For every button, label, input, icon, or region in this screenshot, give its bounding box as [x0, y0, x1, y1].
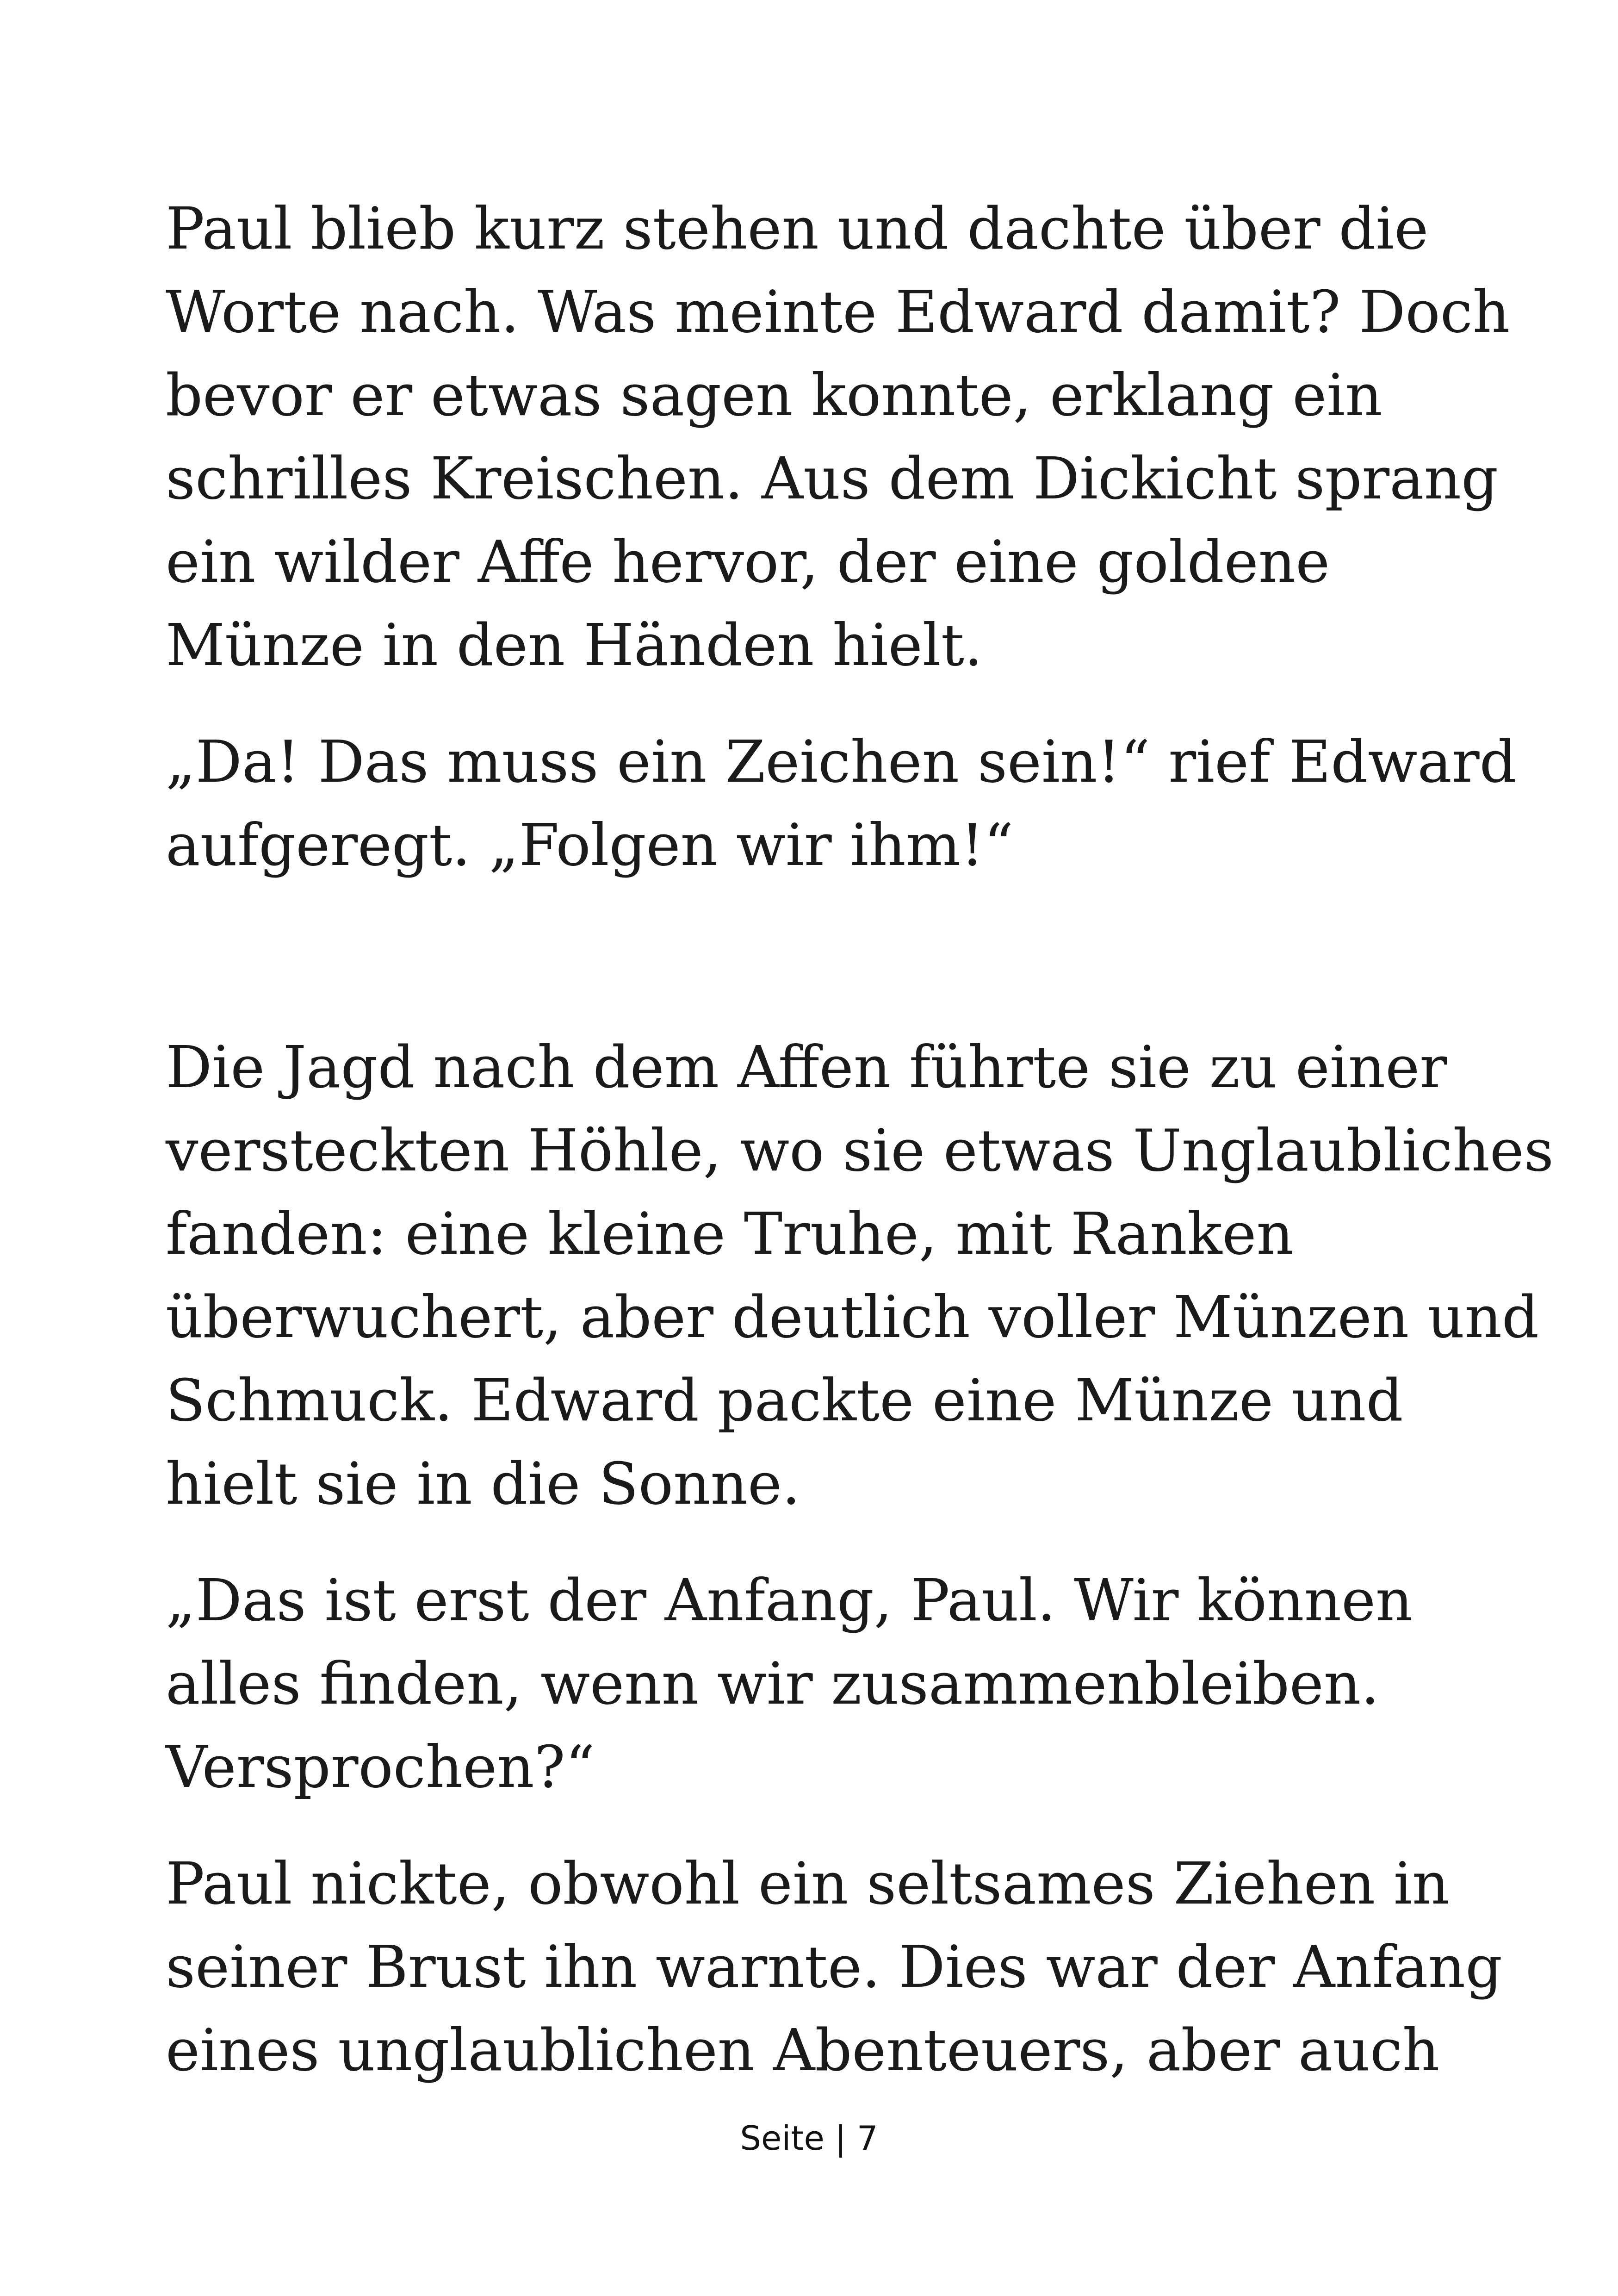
text-line: hielt sie in die Sonne.: [166, 1450, 800, 1518]
text-line: fanden: eine kleine Truhe, mit Ranken: [166, 1201, 1294, 1268]
text-line: Paul nickte, obwohl ein seltsames Ziehen in: [166, 1850, 1450, 1917]
text-line: alles finden, wenn wir zusammenbleiben.: [166, 1650, 1380, 1717]
text-line: seiner Brust ihn warnte. Dies war der Anfang: [166, 1934, 1503, 2001]
text-line: „Da! Das muss ein Zeichen sein!“ rief Edward: [166, 728, 1517, 796]
text-line: „Das ist erst der Anfang, Paul. Wir können: [166, 1567, 1413, 1634]
page-body: [166, 187, 1554, 2092]
text-line: schrilles Kreischen. Aus dem Dickicht sprang: [166, 445, 1499, 512]
section-spacing: [166, 887, 1470, 1026]
paragraph-spacing: [166, 1809, 1470, 1842]
text-line: aufgeregt. „Folgen wir ihm!“: [166, 812, 1014, 879]
text-line: Paul blieb kurz stehen und dachte über die: [166, 195, 1429, 262]
text-line: Versprochen?“: [166, 1734, 595, 1801]
paragraph-3: [166, 1026, 1554, 1526]
text-line: Die Jagd nach dem Affen führte sie zu einer: [166, 1034, 1448, 1101]
text-line: versteckten Höhle, wo sie etwas Unglaubliches: [166, 1117, 1554, 1184]
text-line: ein wilder Affe hervor, der eine goldene: [166, 529, 1330, 596]
text-line: bevor er etwas sagen konnte, erklang ein: [166, 362, 1382, 429]
text-line: Schmuck. Edward packte eine Münze und: [166, 1367, 1403, 1434]
paragraph-spacing: [166, 687, 1470, 721]
text-line: eines unglaublichen Abenteuers, aber auch: [166, 2017, 1440, 2084]
text-line: Münze in den Händen hielt.: [166, 612, 983, 679]
paragraph-5: [166, 1842, 1503, 2092]
text-line: Worte nach. Was meinte Edward damit? Doch: [166, 279, 1510, 346]
paragraph-4: [166, 1559, 1470, 1809]
paragraph-spacing: [166, 1526, 1470, 1559]
page-number: Seite | 7: [740, 2119, 878, 2158]
paragraph-1: [166, 187, 1510, 687]
paragraph-2: [166, 721, 1517, 887]
text-line: überwuchert, aber deutlich voller Münzen und: [166, 1284, 1539, 1351]
